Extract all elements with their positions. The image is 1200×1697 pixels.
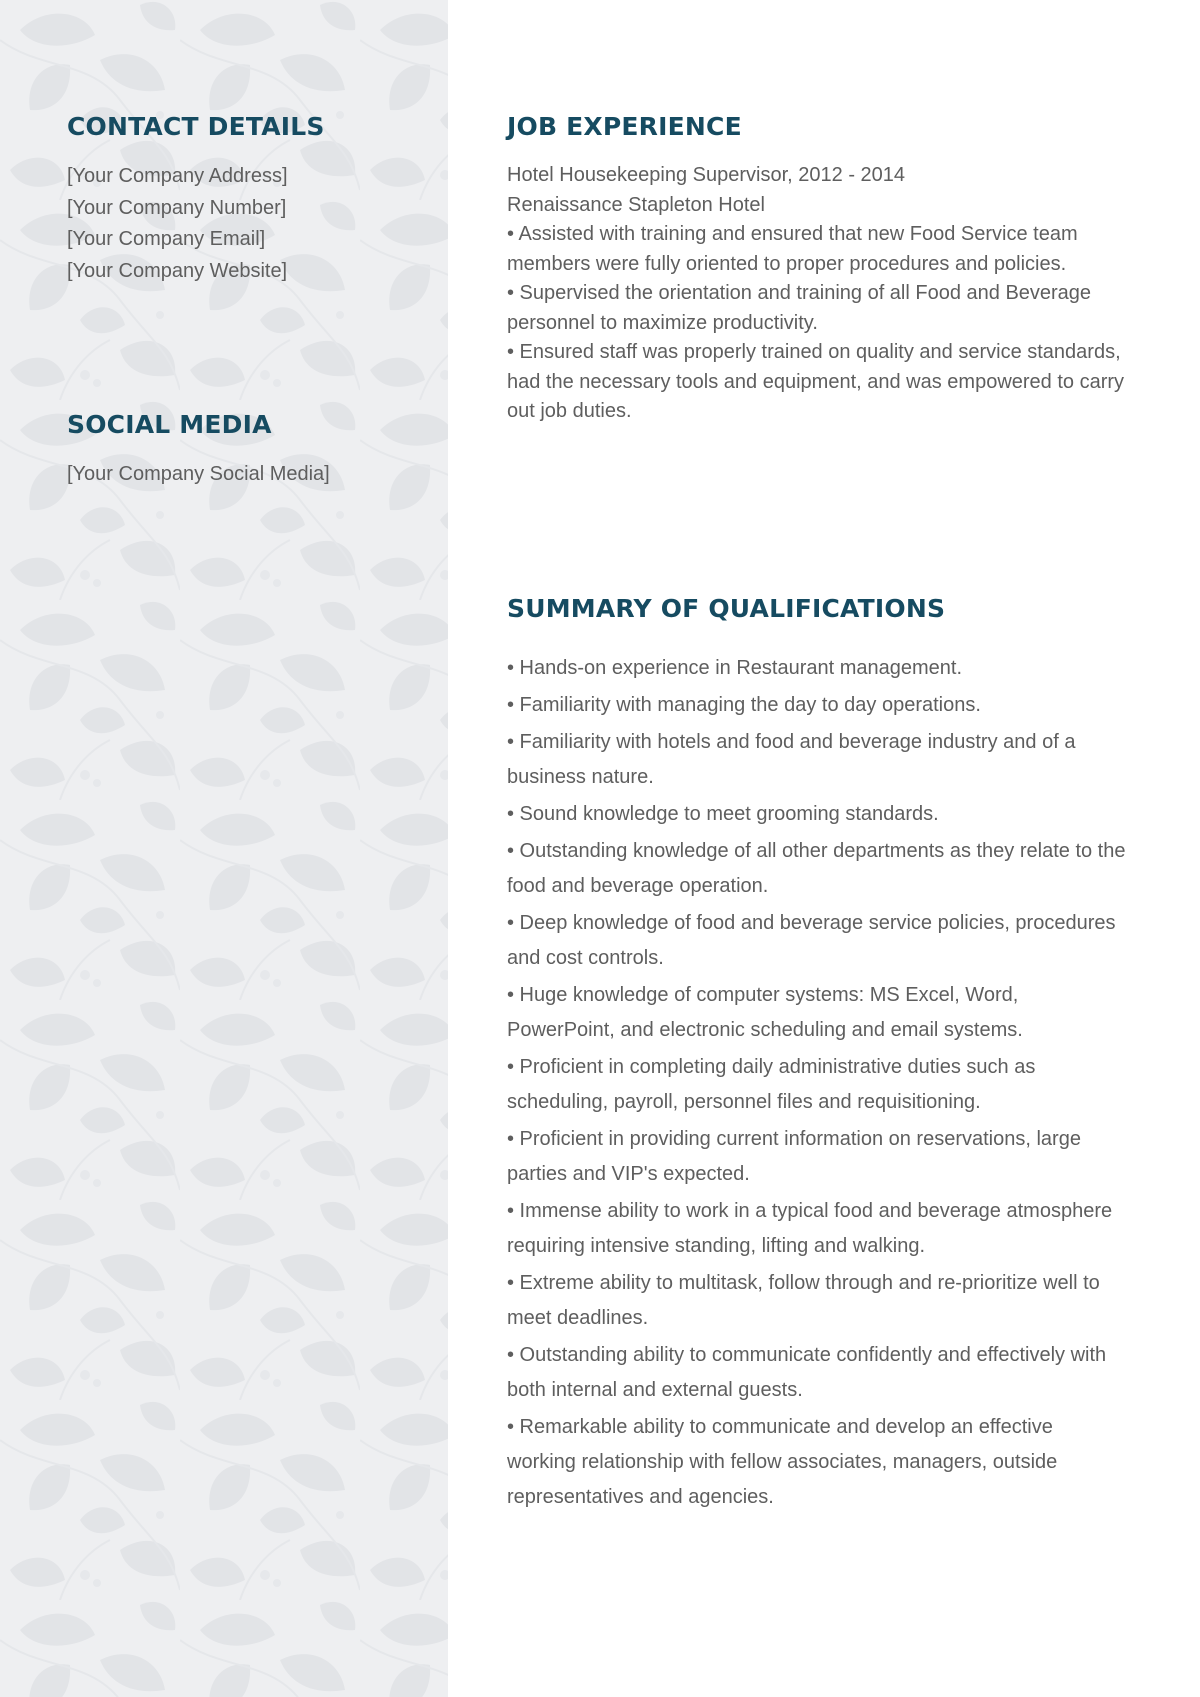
contact-number: [Your Company Number]	[67, 196, 287, 219]
job-experience-section	[507, 112, 1127, 427]
qualifications-section	[507, 594, 1127, 1517]
qualifications-list	[507, 651, 1127, 1515]
qualification-item: • Familiarity with managing the day to day operations.	[507, 694, 981, 716]
contact-website: [Your Company Website]	[67, 259, 288, 282]
social-media-line: [Your Company Social Media]	[67, 463, 330, 485]
job-employer: Renaissance Stapleton Hotel	[507, 193, 765, 216]
job-title: Hotel Housekeeping Supervisor, 2012 - 2014	[507, 164, 906, 186]
qualification-item: • Outstanding ability to communicate confidently and effectively with both internal and external guests.	[507, 1344, 1107, 1401]
social-heading: SOCIAL MEDIA	[67, 410, 272, 439]
contact-section	[67, 112, 325, 287]
job-experience-heading: JOB EXPERIENCE	[507, 112, 742, 141]
qualification-item: • Familiarity with hotels and food and beverage industry and of a business nature.	[507, 731, 1076, 788]
contact-address: [Your Company Address]	[67, 165, 288, 187]
job-bullet: • Supervised the orientation and training of all Food and Beverage personnel to maximize productivity.	[507, 282, 1092, 334]
qualification-item: • Deep knowledge of food and beverage service policies, procedures and cost controls.	[507, 912, 1116, 969]
qualification-item: • Immense ability to work in a typical food and beverage atmosphere requiring intensive standing, lifting and walking.	[507, 1200, 1113, 1257]
qualification-item: • Proficient in completing daily administrative duties such as scheduling, payroll, personnel files and requisitioning.	[507, 1056, 1036, 1113]
job-bullet: • Ensured staff was properly trained on quality and service standards, had the necessary tools and equipment, and was empowered to carry out job duties.	[507, 341, 1125, 422]
contact-email: [Your Company Email]	[67, 228, 266, 250]
sidebar	[0, 0, 448, 1697]
qualification-item: • Sound knowledge to meet grooming standards.	[507, 803, 939, 825]
social-section	[67, 410, 330, 491]
job-bullet: • Assisted with training and ensured that new Food Service team members were fully oriented to proper procedures and policies.	[507, 223, 1078, 275]
qualification-item: • Outstanding knowledge of all other departments as they relate to the food and beverage operation.	[507, 840, 1126, 897]
qualifications-heading: SUMMARY OF QUALIFICATIONS	[507, 594, 946, 623]
qualification-item: • Huge knowledge of computer systems: MS Excel, Word, PowerPoint, and electronic scheduling and email systems.	[507, 984, 1023, 1041]
qualification-item: • Hands-on experience in Restaurant management.	[507, 657, 963, 679]
contact-heading: CONTACT DETAILS	[67, 112, 325, 141]
qualification-item: • Extreme ability to multitask, follow through and re-prioritize well to meet deadlines.	[507, 1272, 1100, 1329]
qualification-item: • Remarkable ability to communicate and develop an effective working relationship with fellow associates, managers, outside representatives and agencies.	[507, 1416, 1058, 1508]
qualification-item: • Proficient in providing current information on reservations, large parties and VIP's expected.	[507, 1128, 1081, 1185]
